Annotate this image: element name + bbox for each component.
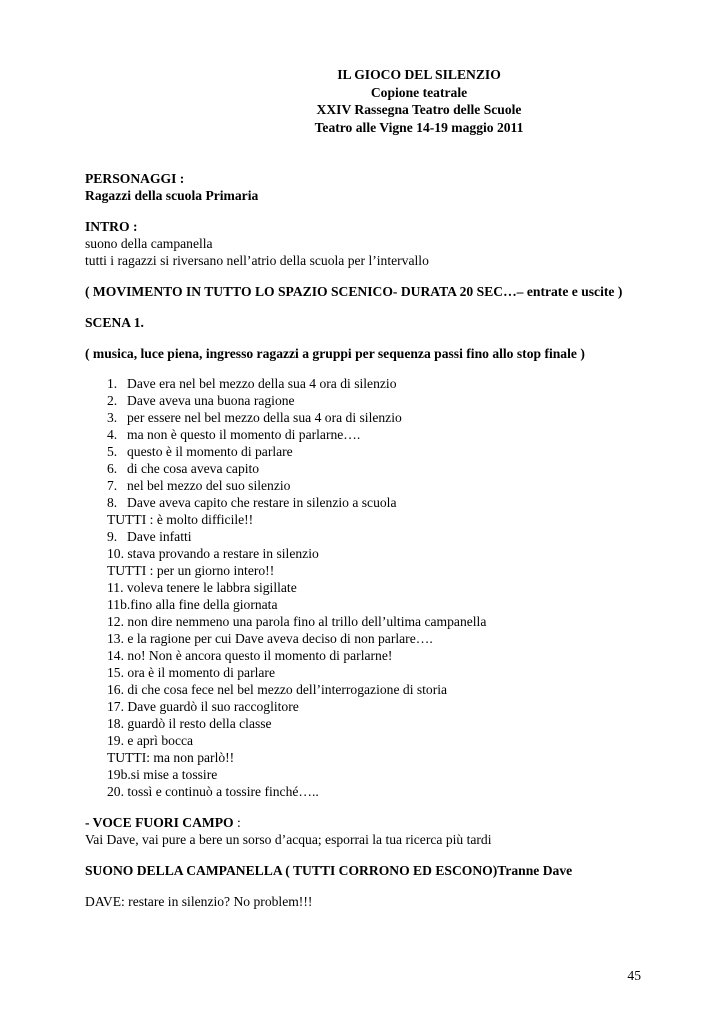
line-text: 15. ora è il momento di parlare bbox=[107, 665, 275, 680]
line-text: 19b.si mise a tossire bbox=[107, 767, 218, 782]
characters-section bbox=[85, 170, 645, 204]
line-number: 1. bbox=[107, 376, 118, 391]
line-text: TUTTI : è molto difficile!! bbox=[107, 512, 254, 527]
intro-line-1: suono della campanella bbox=[85, 236, 213, 251]
line-text: Dave aveva capito che restare in silenzio a scuola bbox=[127, 495, 397, 510]
intro-section bbox=[85, 218, 645, 269]
line-text: questo è il momento di parlare bbox=[127, 444, 293, 459]
line-number: 9. bbox=[107, 529, 118, 544]
voice-over-heading: - VOCE FUORI CAMPO bbox=[85, 815, 234, 830]
line-number: 3. bbox=[107, 410, 118, 425]
script-line bbox=[107, 477, 645, 494]
title: IL GIOCO DEL SILENZIO bbox=[337, 67, 501, 82]
line-text: 18. guardò il resto della classe bbox=[107, 716, 272, 731]
script-line bbox=[107, 426, 645, 443]
script-line bbox=[107, 681, 645, 698]
characters-heading: PERSONAGGI : bbox=[85, 171, 185, 186]
subtitle: Copione teatrale bbox=[370, 84, 468, 100]
line-text: 12. non dire nemmeno una parola fino al trillo dell’ultima campanella bbox=[107, 614, 487, 629]
script-line bbox=[107, 596, 645, 613]
script-lines bbox=[85, 375, 645, 800]
dave-line: DAVE: restare in silenzio? No problem!!! bbox=[85, 894, 313, 909]
script-line bbox=[107, 766, 645, 783]
line-text: nel bel mezzo del suo silenzio bbox=[127, 478, 291, 493]
line-text: ma non è questo il momento di parlarne…. bbox=[127, 427, 361, 442]
script-line bbox=[107, 715, 645, 732]
script-line bbox=[107, 375, 645, 392]
line-text: 10. stava provando a restare in silenzio bbox=[107, 546, 319, 561]
line-text: 13. e la ragione per cui Dave aveva deciso di non parlare…. bbox=[107, 631, 433, 646]
event-name: XXIV Rassegna Teatro delle Scuole bbox=[316, 102, 522, 117]
bell-direction: SUONO DELLA CAMPANELLA ( TUTTI CORRONO ED ESCONO)Tranne Dave bbox=[85, 863, 573, 878]
movement-direction: ( MOVIMENTO IN TUTTO LO SPAZIO SCENICO- DURATA 20 SEC…– entrate e uscite ) bbox=[85, 284, 623, 299]
script-line bbox=[107, 392, 645, 409]
intro-heading: INTRO : bbox=[85, 219, 138, 234]
line-number: 2. bbox=[107, 393, 118, 408]
event-venue-date: Teatro alle Vigne 14-19 maggio 2011 bbox=[314, 119, 524, 135]
line-number: 8. bbox=[107, 495, 118, 510]
line-text: 14. no! Non è ancora questo il momento di parlarne! bbox=[107, 648, 393, 663]
voice-over-section bbox=[85, 814, 645, 848]
script-line bbox=[107, 494, 645, 511]
page-number: 45 bbox=[627, 968, 641, 983]
line-number: 6. bbox=[107, 461, 118, 476]
scene-direction: ( musica, luce piena, ingresso ragazzi a gruppi per sequenza passi fino allo stop finale ) bbox=[85, 346, 585, 361]
script-line bbox=[107, 579, 645, 596]
document-header bbox=[193, 66, 645, 136]
script-line bbox=[107, 698, 645, 715]
script-line bbox=[107, 443, 645, 460]
script-line bbox=[107, 528, 645, 545]
document-page bbox=[85, 66, 645, 910]
intro-line-2: tutti i ragazzi si riversano nell’atrio della scuola per l’intervallo bbox=[85, 253, 429, 268]
line-text: 19. e aprì bocca bbox=[107, 733, 194, 748]
voice-over-colon: : bbox=[233, 815, 241, 830]
line-number: 7. bbox=[107, 478, 118, 493]
script-line bbox=[107, 409, 645, 426]
script-line bbox=[107, 749, 645, 766]
script-line bbox=[107, 545, 645, 562]
script-line bbox=[107, 664, 645, 681]
line-text: di che cosa aveva capito bbox=[127, 461, 260, 476]
line-number: 5. bbox=[107, 444, 118, 459]
line-text: 11. voleva tenere le labbra sigillate bbox=[107, 580, 297, 595]
script-line bbox=[107, 511, 645, 528]
line-text: 17. Dave guardò il suo raccoglitore bbox=[107, 699, 299, 714]
scene-heading: SCENA 1. bbox=[85, 315, 144, 330]
line-text: 20. tossì e continuò a tossire finché….. bbox=[107, 784, 319, 799]
script-line bbox=[107, 562, 645, 579]
line-text: TUTTI: ma non parlò!! bbox=[107, 750, 235, 765]
script-line bbox=[107, 630, 645, 647]
line-text: per essere nel bel mezzo della sua 4 ora di silenzio bbox=[127, 410, 402, 425]
line-text: TUTTI : per un giorno intero!! bbox=[107, 563, 275, 578]
line-text: Dave aveva una buona ragione bbox=[127, 393, 295, 408]
script-line bbox=[107, 783, 645, 800]
line-number: 4. bbox=[107, 427, 118, 442]
voice-over-text: Vai Dave, vai pure a bere un sorso d’acqua; esporrai la tua ricerca più tardi bbox=[85, 832, 492, 847]
characters-text: Ragazzi della scuola Primaria bbox=[85, 188, 259, 203]
line-text: 16. di che cosa fece nel bel mezzo dell’interrogazione di storia bbox=[107, 682, 448, 697]
script-line bbox=[107, 460, 645, 477]
line-text: Dave era nel bel mezzo della sua 4 ora di silenzio bbox=[127, 376, 397, 391]
script-line bbox=[107, 613, 645, 630]
script-line bbox=[107, 647, 645, 664]
scene-section bbox=[85, 314, 645, 362]
script-line bbox=[107, 732, 645, 749]
line-text: Dave infatti bbox=[127, 529, 192, 544]
line-text: 11b.fino alla fine della giornata bbox=[107, 597, 278, 612]
